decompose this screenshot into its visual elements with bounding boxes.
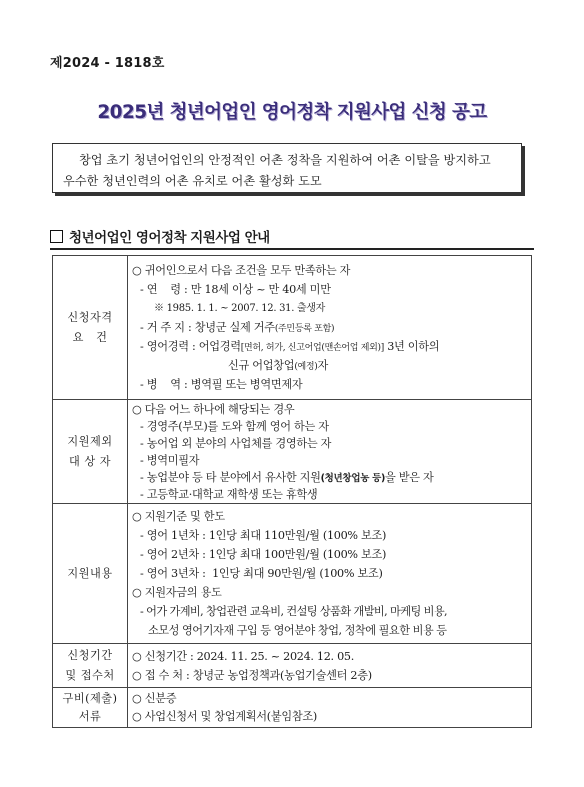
list-item bbox=[132, 337, 531, 356]
item-note: (주민등록 포함) bbox=[274, 324, 335, 334]
list-item: - 병역미필자 bbox=[140, 453, 200, 467]
label-line: 신청기간 bbox=[67, 648, 113, 662]
item-text: - 거 주 지 : 창녕군 실제 거주 bbox=[140, 321, 275, 334]
purpose-line-2: 우수한 청년인력의 어촌 유치로 어촌 활성화 도모 bbox=[63, 174, 322, 188]
label-line: 요 건 bbox=[72, 330, 108, 344]
row-label-documents bbox=[53, 688, 128, 728]
list-item: ○ 신분증 bbox=[132, 691, 177, 705]
label-line: 지원내용 bbox=[67, 566, 113, 580]
label-line: 서류 bbox=[78, 709, 102, 723]
row-label-exclusion bbox=[53, 400, 128, 504]
item-note: (예정) bbox=[294, 362, 318, 372]
list-item: ○ 다음 어느 하나에 해당되는 경우 bbox=[132, 402, 295, 416]
item-text: - 농업분야 등 타 분야에서 유사한 지원 bbox=[140, 470, 321, 484]
purpose-line-1: 창업 초기 청년어업인의 안정적인 어촌 정착을 지원하여 어촌 이탈을 방지하고 bbox=[79, 153, 491, 167]
row-label-eligibility bbox=[53, 256, 128, 400]
label-line: 신청자격 bbox=[67, 310, 113, 324]
row-content-support bbox=[128, 504, 532, 644]
row-content-exclusion bbox=[128, 400, 532, 504]
list-item: ※ 1985. 1. 1. ~ 2007. 12. 31. 출생자 bbox=[154, 303, 326, 314]
list-item: - 영어 3년차 : 1인당 최대 90만원/월 (100% 보조) bbox=[140, 567, 383, 580]
item-text: - 영어경력 : 어업경력 bbox=[140, 340, 241, 353]
list-item: - 농어업 외 분야의 사업체를 경영하는 자 bbox=[140, 436, 332, 450]
section-divider bbox=[50, 248, 534, 250]
page-title: 2025년 청년어업인 영어정착 지원사업 신청 공고 bbox=[97, 102, 487, 123]
list-item bbox=[132, 318, 531, 337]
list-item: ○ 지원기준 및 한도 bbox=[132, 510, 225, 523]
info-table bbox=[52, 255, 532, 728]
list-item: ○ 접 수 처 : 창녕군 농업정책과(농업기술센터 2층) bbox=[132, 668, 372, 682]
list-item: ○ 사업신청서 및 창업계획서(붙임참조) bbox=[132, 709, 317, 723]
table-row-eligibility bbox=[53, 256, 532, 400]
purpose-box bbox=[52, 143, 522, 193]
list-item bbox=[132, 356, 531, 375]
list-item: - 병 역 : 병역필 또는 병역면제자 bbox=[140, 378, 303, 391]
checkbox-square-icon bbox=[50, 230, 63, 243]
list-item: - 경영주(부모)를 도와 함께 영어 하는 자 bbox=[140, 419, 329, 433]
list-item: - 영어 1년차 : 1인당 최대 110만원/월 (100% 보조) bbox=[140, 529, 387, 542]
item-note: [면허, 허가, 신고어업(맨손어업 제외)] bbox=[240, 343, 384, 353]
label-line: 대 상 자 bbox=[68, 454, 112, 468]
list-item bbox=[132, 469, 531, 486]
list-item: ○ 지원자금의 용도 bbox=[132, 586, 222, 599]
list-item: ○ 신청기간 : 2024. 11. 25. ~ 2024. 12. 05. bbox=[132, 649, 354, 663]
item-text: 신규 어업창업 bbox=[228, 359, 295, 372]
list-item: 소모성 영어기자재 구입 등 영어분야 창업, 정착에 필요한 비용 등 bbox=[148, 624, 447, 637]
row-content-eligibility bbox=[128, 256, 532, 400]
item-text: 을 받은 자 bbox=[385, 470, 434, 484]
table-row-documents bbox=[53, 688, 532, 728]
item-text: 자 bbox=[317, 359, 329, 372]
table-row-period bbox=[53, 644, 532, 688]
table-row-exclusion bbox=[53, 400, 532, 504]
item-note: (청년창업농 등) bbox=[320, 472, 385, 484]
list-item: - 영어 2년차 : 1인당 최대 100만원/월 (100% 보조) bbox=[140, 548, 387, 561]
section-heading bbox=[50, 226, 270, 246]
list-item: - 고등학교·대학교 재학생 또는 휴학생 bbox=[140, 487, 318, 501]
label-line: 구비(제출) bbox=[62, 691, 118, 705]
list-item: - 어가 가계비, 창업관련 교육비, 컨설팅 상품화 개발비, 마케팅 비용, bbox=[140, 605, 447, 618]
item-text: 3년 이하의 bbox=[383, 340, 440, 353]
list-item: - 연 령 : 만 18세 이상 ~ 만 40세 미만 bbox=[140, 283, 331, 296]
table-row-support bbox=[53, 504, 532, 644]
row-label-period bbox=[53, 644, 128, 688]
label-line: 및 접수처 bbox=[65, 668, 115, 682]
list-item: ○ 귀어인으로서 다음 조건을 모두 만족하는 자 bbox=[132, 264, 351, 277]
label-line: 지원제외 bbox=[67, 434, 113, 448]
row-content-documents bbox=[128, 688, 532, 728]
row-label-support bbox=[53, 504, 128, 644]
document-number: 제2024 - 1818호 bbox=[50, 56, 165, 71]
section-title: 청년어업인 영어정착 지원사업 안내 bbox=[69, 230, 270, 246]
row-content-period bbox=[128, 644, 532, 688]
